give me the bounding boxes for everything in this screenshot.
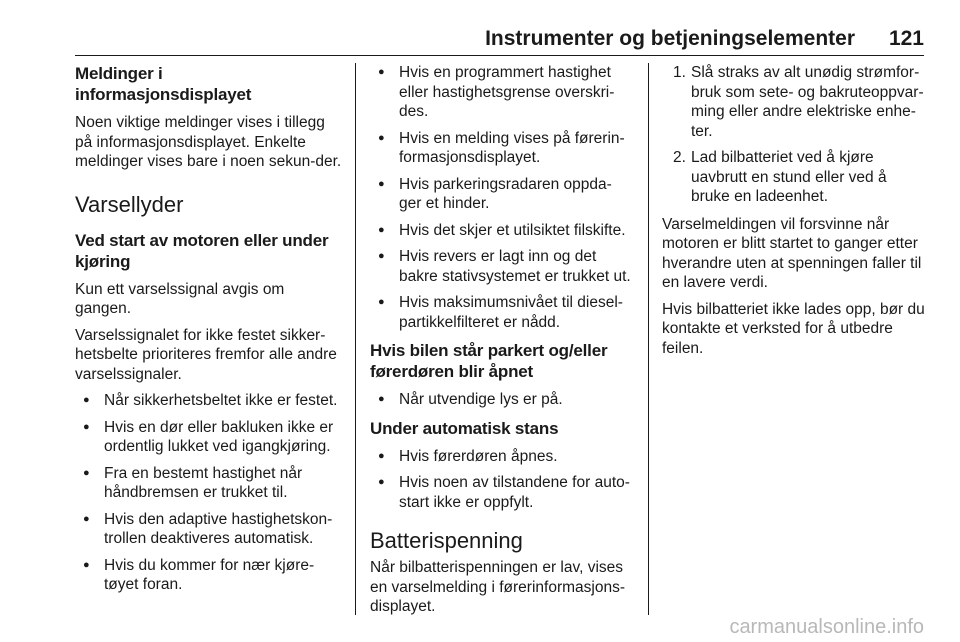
list-item: ● Hvis noen av tilstandene for auto-start ikke er oppfylt. — [370, 473, 634, 512]
page-header — [0, 0, 960, 54]
paragraph-one-signal: Kun ett varselssignal avgis om gangen. — [75, 280, 285, 317]
paragraph-contact-workshop: Hvis bilbatteriet ikke lades opp, bør du kontakte et verksted for å utbedre feilen. — [662, 300, 925, 357]
list-item: ● Hvis en dør eller bakluken ikke er ordentlig lukket ved igangkjøring. — [75, 418, 343, 457]
list-item: ● Når utvendige lys er på. — [370, 390, 634, 410]
intro-paragraph: Noen viktige meldinger vises i tillegg på informasjonsdisplayet. Enkelte meldinger vises bare i noen sekun-der. — [75, 114, 342, 170]
list-item: ● Hvis maksimumsnivået til diesel-partikkelfilteret er nådd. — [370, 293, 634, 332]
list-item: ● Hvis det skjer et utilsiktet filskifte. — [370, 221, 634, 241]
list-item: ● Fra en bestemt hastighet når håndbremsen er trukket til. — [75, 464, 343, 503]
list-item — [662, 63, 926, 141]
paragraph-message-disappears: Varselmeldingen vil forsvinne når motoren er blitt startet to ganger etter hverandre uten at spenningen faller til en lavere verdi. — [662, 215, 922, 291]
list-item: ● Hvis en melding vises på førerin-formasjonsdisplayet. — [370, 129, 634, 168]
page-number: 121 — [888, 27, 924, 50]
chapter-title: Instrumenter og betjeningselementer — [485, 27, 855, 50]
list-item: ● Når sikkerhetsbeltet ikke er festet. — [75, 391, 343, 411]
list-item: ● Hvis du kommer for nær kjøre-tøyet foran. — [75, 556, 343, 595]
warning-conditions-list-continued — [370, 63, 634, 332]
list-item: ● Hvis parkeringsradaren oppda-ger et hinder. — [370, 175, 634, 214]
column-divider — [355, 63, 356, 615]
watermark: carmanualsonline.info — [729, 616, 924, 638]
paragraph-low-voltage: Når bilbatterispenningen er lav, vises en varselmelding i førerinformasjons-displayet. — [370, 559, 625, 615]
list-item: ● Hvis den adaptive hastighetskon-trollen deaktiveres automatisk. — [75, 510, 343, 549]
subheading-engine-start: Ved start av motoren eller under kjøring — [75, 230, 329, 271]
step-number: 2. — [673, 149, 686, 166]
subheading-auto-stop: Under automatisk stans — [370, 418, 559, 438]
subheading-parked: Hvis bilen står parkert og/eller førerdøren blir åpnet — [370, 341, 608, 381]
paragraph-seatbelt-priority: Varselssignalet for ikke festet sikker-hetsbelte prioriteres fremfor alle andre varselssignaler. — [75, 326, 337, 383]
step-text: Slå straks av alt unødig strømfor-bruk som sete- og bakruteoppvar-ming eller andre elektriske enhe-ter. — [691, 64, 924, 140]
parked-conditions-list — [370, 390, 634, 410]
list-item: ● Hvis førerdøren åpnes. — [370, 447, 634, 467]
column-3 — [662, 63, 926, 365]
column-2 — [370, 63, 634, 624]
battery-steps-list — [662, 63, 926, 207]
list-item: ● Hvis en programmert hastighet eller hastighetsgrense overskri-des. — [370, 63, 634, 122]
header-divider — [75, 55, 924, 56]
list-item: ● Hvis revers er lagt inn og det bakre stativsystemet er trukket ut. — [370, 247, 634, 286]
warning-conditions-list — [75, 391, 343, 595]
column-1 — [75, 63, 343, 603]
section-warning-sounds: Varsellyder — [75, 191, 184, 217]
column-divider — [648, 63, 649, 615]
section-battery-voltage: Batterispenning — [370, 528, 523, 553]
heading-info-messages: Meldinger i informasjonsdisplayet — [75, 64, 252, 104]
list-item — [662, 148, 926, 207]
step-text: Lad bilbatteriet ved å kjøre uavbrutt en stund eller ved å bruke en ladeenhet. — [691, 149, 887, 205]
step-number: 1. — [673, 64, 686, 81]
auto-stop-conditions-list — [370, 447, 634, 513]
